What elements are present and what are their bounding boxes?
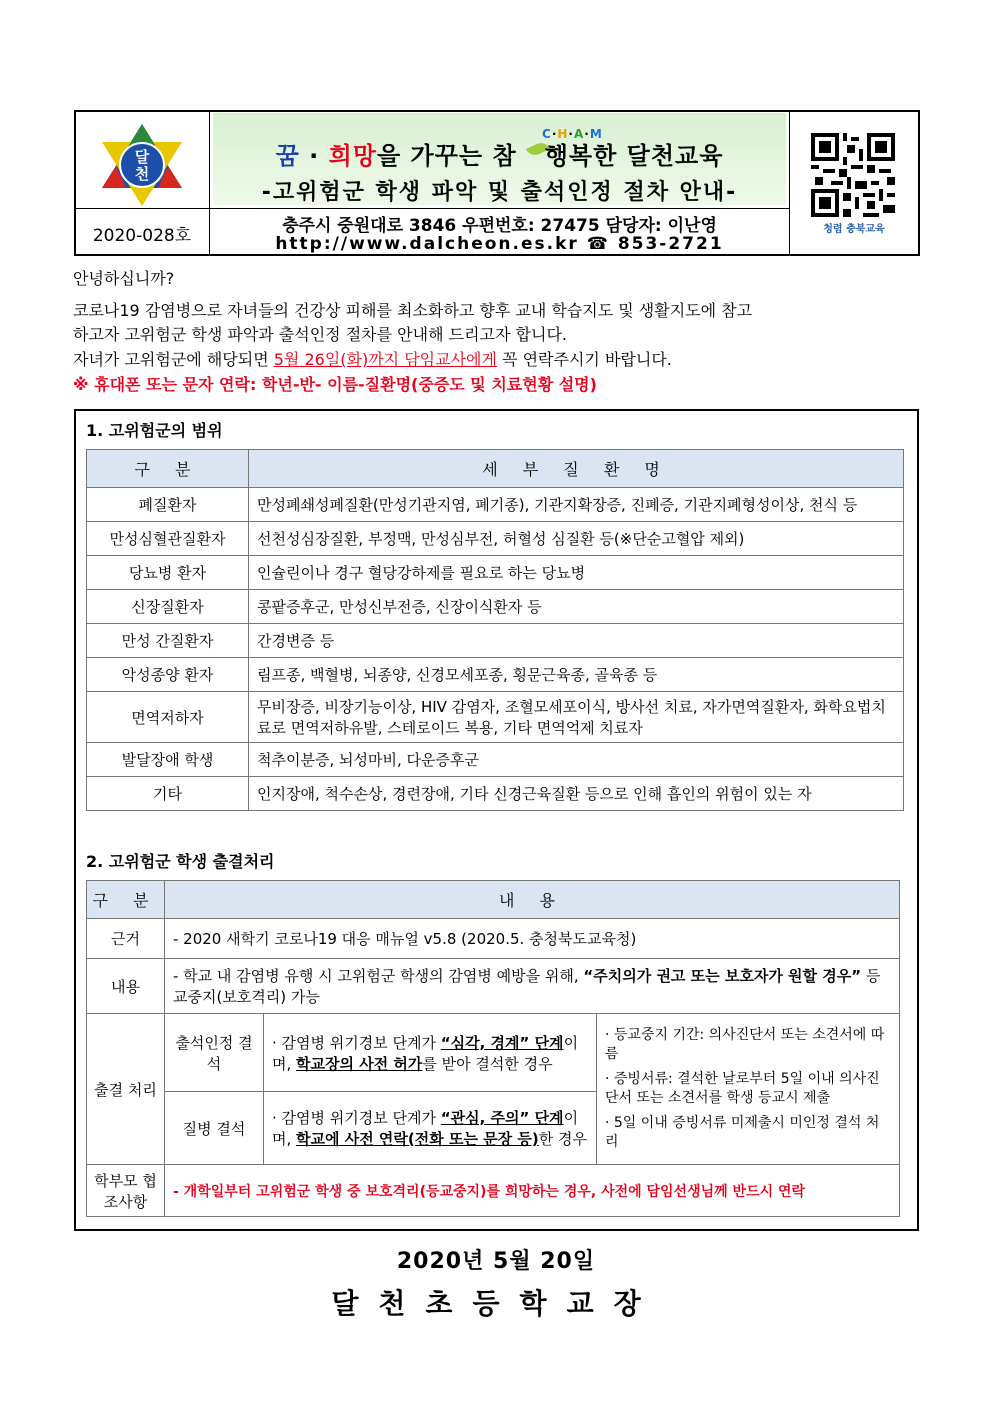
detail-cell: 림프종, 백혈병, 뇌종양, 신경모세포종, 횡문근육종, 골육종 등 bbox=[249, 658, 904, 692]
category-cell: 신장질환자 bbox=[87, 590, 249, 624]
page-title bbox=[213, 136, 786, 171]
letterhead-divider bbox=[789, 110, 790, 256]
phone-icon: ☎ bbox=[586, 234, 610, 254]
column-header: 내 용 bbox=[165, 881, 900, 919]
table-row bbox=[87, 692, 904, 743]
cham-letter: A bbox=[573, 127, 585, 141]
category-cell: 기타 bbox=[87, 777, 249, 811]
recognized-cell: · 감염병 위기경보 단계가 “심각, 경계” 단계이며, 학교장의 사전 허가를 받아 결석한 경우 bbox=[264, 1014, 597, 1092]
category-cell: 만성심혈관질환자 bbox=[87, 522, 249, 556]
table-row bbox=[87, 777, 904, 811]
column-header: 구 분 bbox=[87, 450, 249, 488]
intro-line: 자녀가 고위험군에 해당되면 5월 26일(화)까지 담임교사에게 꼭 연락주시기 바랍니다. bbox=[73, 350, 672, 369]
detail-cell: 간경변증 등 bbox=[249, 624, 904, 658]
greeting: 안녕하십니까? bbox=[73, 269, 175, 288]
sick-cell: · 감염병 위기경보 단계가 “관심, 주의” 단계이며, 학교에 사전 연락(전화 또는 문장 등)한 경우 bbox=[264, 1092, 597, 1165]
title-kkum: 꿈 bbox=[275, 142, 300, 170]
table-row bbox=[87, 1165, 900, 1217]
principal-signature: 달천초등학교장 bbox=[331, 1287, 661, 1320]
table-row bbox=[87, 522, 904, 556]
category-cell: 악성종양 환자 bbox=[87, 658, 249, 692]
title-rest-2: 행복한 달천교육 bbox=[544, 142, 724, 170]
cham-letters: C·H·A·M bbox=[542, 127, 603, 141]
contact-line bbox=[213, 234, 786, 254]
title-rest-1: 을 가꾸는 참 bbox=[377, 142, 517, 170]
title-huimang: 희망 bbox=[328, 142, 378, 170]
table-row bbox=[87, 590, 904, 624]
content-label: 내용 bbox=[87, 959, 165, 1014]
category-cell: 면역저하자 bbox=[87, 692, 249, 743]
table-row bbox=[87, 959, 900, 1014]
category-cell: 폐질환자 bbox=[87, 488, 249, 522]
basis-label: 근거 bbox=[87, 919, 165, 959]
high-risk-range-table bbox=[86, 449, 904, 811]
table-row bbox=[87, 488, 904, 522]
table-row bbox=[87, 624, 904, 658]
table-header-row bbox=[87, 881, 900, 919]
parent-cell: - 개학일부터 고위험군 학생 중 보호격리(등교중지)를 희망하는 경우, 사전에 담임선생님께 반드시 연락 bbox=[165, 1165, 900, 1217]
detail-cell: 인지장애, 척수손상, 경련장애, 기타 신경근육질환 등으로 인해 흡인의 위험이 있는 자 bbox=[249, 777, 904, 811]
table-row bbox=[87, 1014, 900, 1092]
category-cell: 발달장애 학생 bbox=[87, 743, 249, 777]
table-header-row bbox=[87, 450, 904, 488]
logo-char-2: 천 bbox=[134, 165, 150, 183]
qr-caption: 청렴 충북교육 bbox=[823, 224, 885, 235]
issue-date: 2020년 5월 20일 bbox=[396, 1249, 596, 1274]
column-header: 구 분 bbox=[87, 881, 165, 919]
deadline-highlight: 5월 26일(화)까지 담임교사에게 bbox=[273, 350, 497, 369]
logo-char-1: 달 bbox=[134, 148, 150, 166]
letterhead-divider bbox=[74, 208, 790, 209]
detail-cell: 선천성심장질환, 부정맥, 만성심부전, 허혈성 심질환 등(※단순고혈압 제외) bbox=[249, 522, 904, 556]
title-dot: · bbox=[309, 142, 320, 170]
cham-letter: M bbox=[589, 127, 603, 141]
doc-number: 2020-028호 bbox=[92, 226, 192, 246]
school-address: 충주시 중원대로 3846 우편번호: 27475 담당자: 이난영 bbox=[282, 216, 717, 236]
contact-notice: ※ 휴대폰 또는 문자 연락: 학년-반- 이름-질환명(중증도 및 치료현황 설명) bbox=[73, 375, 597, 394]
qr-code-icon bbox=[808, 133, 898, 217]
parent-label: 학부모 협조사항 bbox=[87, 1165, 165, 1217]
attendance-label: 출결 처리 bbox=[87, 1014, 165, 1165]
letterhead-divider bbox=[209, 110, 210, 256]
category-cell: 당뇨병 환자 bbox=[87, 556, 249, 590]
cham-letter: H bbox=[557, 127, 569, 141]
section-2-title: 2. 고위험군 학생 출결처리 bbox=[86, 852, 275, 871]
recognized-label: 출석인정 결석 bbox=[165, 1014, 264, 1092]
table-row bbox=[87, 919, 900, 959]
notes-cell bbox=[597, 1014, 900, 1165]
school-url[interactable]: http://www.dalcheon.es.kr bbox=[275, 234, 579, 254]
intro-line: 하고자 고위험군 학생 파악과 출석인정 절차를 안내해 드리고자 합니다. bbox=[73, 325, 567, 344]
school-logo-icon bbox=[96, 122, 188, 208]
section-1-title: 1. 고위험군의 범위 bbox=[86, 421, 223, 440]
note-item: · 증빙서류: 결석한 날로부터 5일 이내 의사진단서 또는 소견서를 학생 등교시 제출 bbox=[605, 1071, 880, 1106]
table-row bbox=[87, 658, 904, 692]
detail-cell: 콩팥증후군, 만성신부전증, 신장이식환자 등 bbox=[249, 590, 904, 624]
note-item: · 5일 이내 증빙서류 미제출시 미인정 결석 처리 bbox=[605, 1115, 880, 1150]
page-subtitle: -고위험군 학생 파악 및 출석인정 절차 안내- bbox=[261, 180, 738, 205]
table-row bbox=[87, 556, 904, 590]
content-cell: - 학교 내 감염병 유행 시 고위험군 학생의 감염병 예방을 위해, “주치의가 권고 또는 보호자가 원할 경우” 등교중지(보호격리) 가능 bbox=[165, 959, 900, 1014]
detail-cell: 무비장증, 비장기능이상, HIV 감염자, 조혈모세포이식, 방사선 치료, 자가면역질환자, 화학요법치료로 면역저하유발, 스테로이드 복용, 기타 면역억제 치료자 bbox=[249, 692, 904, 743]
sick-label: 질병 결석 bbox=[165, 1092, 264, 1165]
column-header: 세 부 질 환 명 bbox=[249, 450, 904, 488]
note-item: · 등교중지 기간: 의사진단서 또는 소견서에 따름 bbox=[605, 1027, 885, 1062]
school-phone: 853-2721 bbox=[617, 234, 724, 254]
attendance-table bbox=[86, 880, 900, 1217]
category-cell: 만성 간질환자 bbox=[87, 624, 249, 658]
intro-line: 코로나19 감염병으로 자녀들의 건강상 피해를 최소화하고 향후 교내 학습지도 및 생활지도에 참고 bbox=[73, 301, 753, 320]
detail-cell: 척추이분증, 뇌성마비, 다운증후군 bbox=[249, 743, 904, 777]
cham-letter: C bbox=[542, 127, 552, 141]
detail-cell: 만성폐쇄성폐질환(만성기관지염, 폐기종), 기관지확장증, 진폐증, 기관지폐형성이상, 천식 등 bbox=[249, 488, 904, 522]
detail-cell: 인슐린이나 경구 혈당강하제를 필요로 하는 당뇨병 bbox=[249, 556, 904, 590]
table-row bbox=[87, 743, 904, 777]
basis-cell: - 2020 새학기 코로나19 대응 매뉴얼 v5.8 (2020.5. 충청북도교육청) bbox=[165, 919, 900, 959]
